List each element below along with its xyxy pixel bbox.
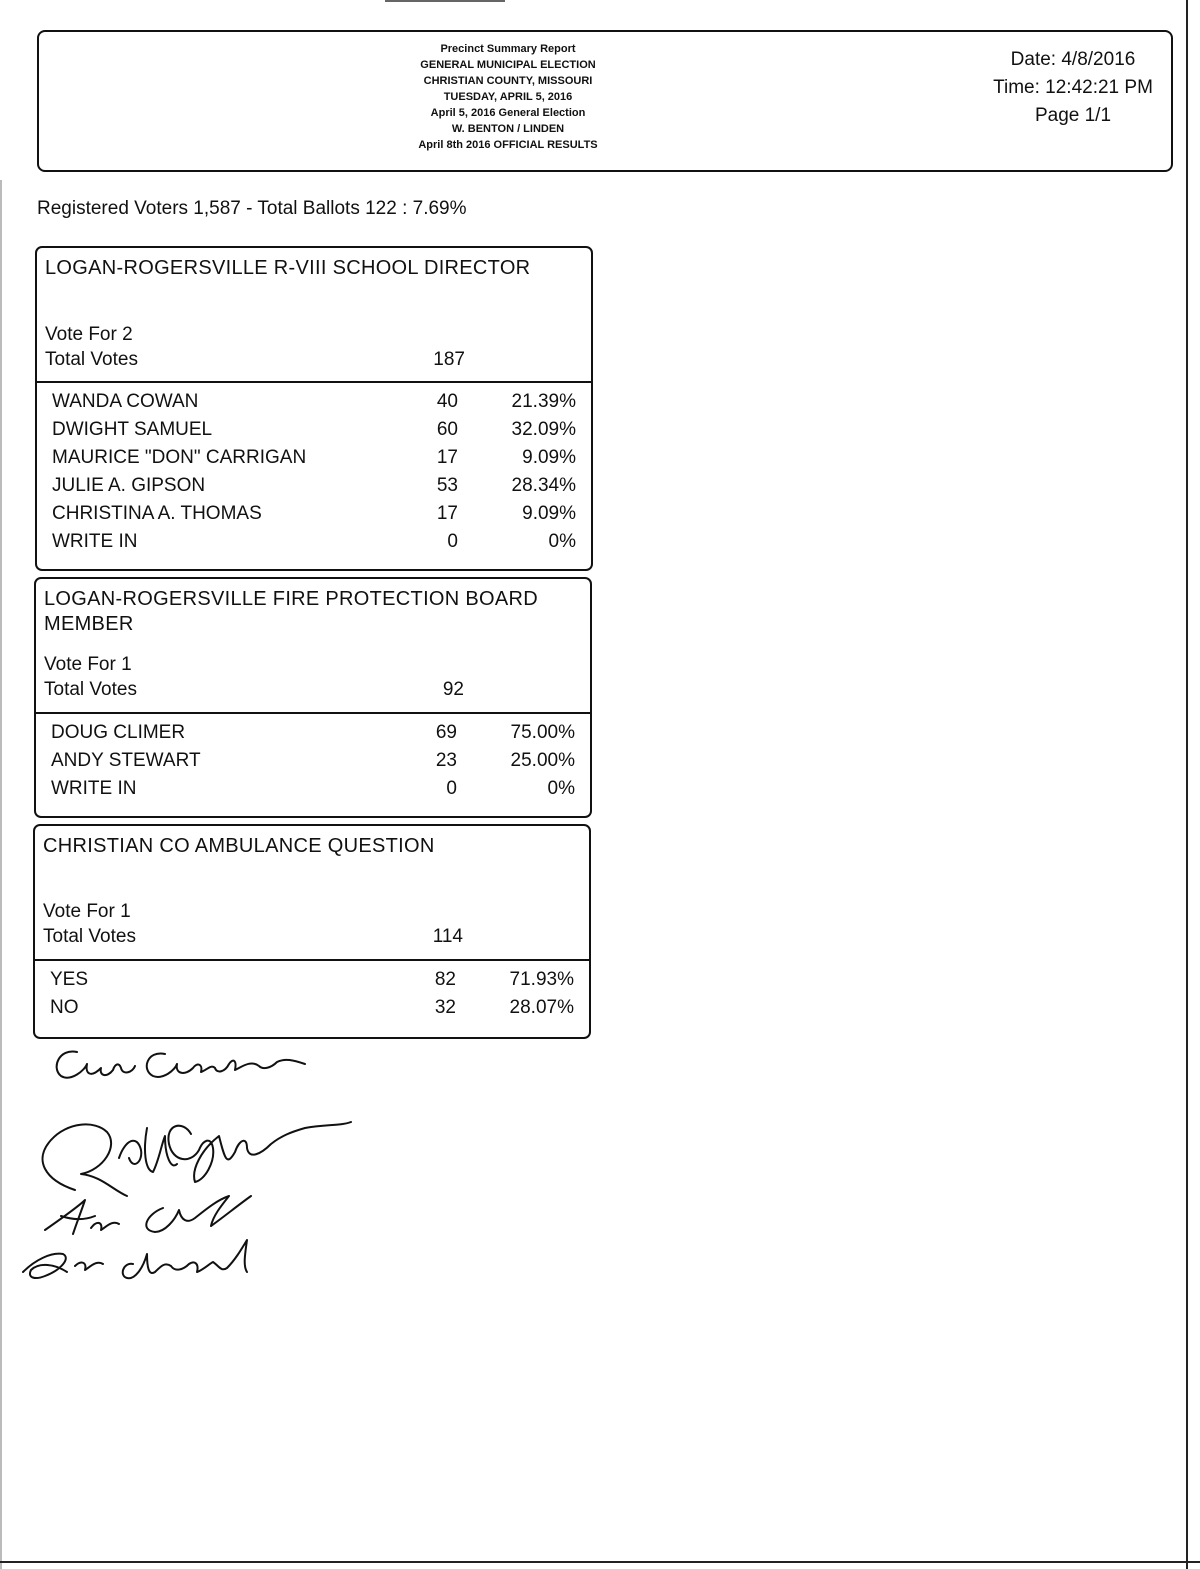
- candidate-name: WANDA COWAN: [52, 391, 199, 412]
- candidate-percent: 25.00%: [510, 750, 575, 771]
- report-title-line: April 5, 2016 General Election: [430, 107, 586, 119]
- total-votes-value: 114: [432, 926, 463, 947]
- total-votes-label: Total Votes: [44, 679, 137, 700]
- candidate-votes: 17: [436, 503, 458, 524]
- signature-3: [45, 1196, 251, 1234]
- candidate-votes: 53: [436, 475, 458, 496]
- contest-header: [36, 579, 590, 714]
- candidate-percent: 32.09%: [511, 419, 576, 440]
- total-votes-value: 92: [442, 679, 464, 700]
- candidate-votes: 32: [434, 997, 456, 1018]
- candidate-percent: 0%: [548, 531, 576, 552]
- candidate-row: [35, 997, 589, 1025]
- candidate-row: [37, 531, 591, 559]
- candidate-percent: 28.07%: [509, 997, 574, 1018]
- candidate-row: [36, 750, 590, 778]
- candidate-percent: 28.34%: [511, 475, 576, 496]
- candidate-votes: 69: [435, 722, 457, 743]
- candidate-name: WRITE IN: [52, 531, 138, 552]
- report-title-line: April 8th 2016 OFFICIAL RESULTS: [418, 139, 598, 151]
- candidate-votes: 60: [436, 419, 458, 440]
- signature-4: [23, 1240, 247, 1278]
- vote-for: Vote For 1: [43, 901, 131, 922]
- turnout-summary: Registered Voters 1,587 - Total Ballots 122 : 7.69%: [37, 198, 467, 219]
- candidate-percent: 0%: [547, 778, 575, 799]
- candidate-votes: 40: [436, 391, 458, 412]
- report-date: Date: 4/8/2016: [1010, 49, 1136, 70]
- total-votes-label: Total Votes: [43, 926, 136, 947]
- report-meta: [983, 46, 1163, 130]
- candidate-list: [36, 714, 590, 816]
- contest-school-director: [35, 246, 593, 571]
- scan-edge-right: [1186, 0, 1188, 1569]
- candidate-row: [37, 503, 591, 531]
- scan-mark: [385, 0, 505, 2]
- contest-title: LOGAN-ROGERSVILLE R-VIII SCHOOL DIRECTOR: [45, 257, 531, 279]
- signature-2: [43, 1122, 351, 1196]
- candidate-votes: 0: [447, 531, 458, 552]
- candidate-name: CHRISTINA A. THOMAS: [52, 503, 262, 524]
- vote-for: Vote For 2: [45, 324, 133, 345]
- signatures: [15, 1040, 375, 1290]
- contest-title: LOGAN-ROGERSVILLE FIRE PROTECTION BOARD MEMBER: [44, 588, 539, 635]
- candidate-name: WRITE IN: [51, 778, 137, 799]
- report-title-line: GENERAL MUNICIPAL ELECTION: [420, 59, 596, 71]
- candidate-list: [37, 383, 591, 569]
- contest-title: CHRISTIAN CO AMBULANCE QUESTION: [43, 835, 435, 857]
- candidate-percent: 71.93%: [509, 969, 574, 990]
- candidate-name: ANDY STEWART: [51, 750, 201, 771]
- candidate-percent: 75.00%: [510, 722, 575, 743]
- contest-header: [37, 248, 591, 383]
- contest-ambulance-question: [33, 824, 591, 1039]
- candidate-percent: 9.09%: [522, 503, 576, 524]
- total-votes-value: 187: [433, 349, 465, 370]
- candidate-name: NO: [50, 997, 79, 1018]
- candidate-row: [35, 969, 589, 997]
- candidate-row: [37, 447, 591, 475]
- candidate-votes: 82: [434, 969, 456, 990]
- scan-edge-left: [0, 180, 2, 1569]
- candidate-percent: 21.39%: [511, 391, 576, 412]
- candidate-row: [37, 419, 591, 447]
- total-votes-label: Total Votes: [45, 349, 138, 370]
- candidate-votes: 0: [446, 778, 457, 799]
- candidate-row: [37, 475, 591, 503]
- scan-edge-bottom: [0, 1561, 1200, 1563]
- candidate-name: DOUG CLIMER: [51, 722, 186, 743]
- candidate-row: [37, 391, 591, 419]
- candidate-row: [36, 722, 590, 750]
- contest-header: [35, 826, 589, 961]
- report-title-block: [369, 41, 647, 153]
- candidate-list: [35, 961, 589, 1037]
- report-header: [37, 30, 1173, 172]
- vote-for: Vote For 1: [44, 654, 132, 675]
- report-title-line: TUESDAY, APRIL 5, 2016: [443, 91, 573, 103]
- report-title-line: W. BENTON / LINDEN: [451, 123, 565, 135]
- candidate-row: [36, 778, 590, 806]
- candidate-votes: 23: [435, 750, 457, 771]
- candidate-name: DWIGHT SAMUEL: [52, 419, 213, 440]
- report-time: Time: 12:42:21 PM: [993, 77, 1153, 98]
- report-title-line: CHRISTIAN COUNTY, MISSOURI: [423, 75, 593, 87]
- signature-1: [57, 1051, 305, 1077]
- candidate-name: JULIE A. GIPSON: [52, 475, 206, 496]
- contest-fire-protection-board: [34, 577, 592, 818]
- report-page: Page 1/1: [1034, 105, 1112, 126]
- report-title-line: Precinct Summary Report: [440, 43, 576, 55]
- candidate-percent: 9.09%: [522, 447, 576, 468]
- candidate-name: MAURICE "DON" CARRIGAN: [52, 447, 307, 468]
- candidate-name: YES: [50, 969, 89, 990]
- candidate-votes: 17: [436, 447, 458, 468]
